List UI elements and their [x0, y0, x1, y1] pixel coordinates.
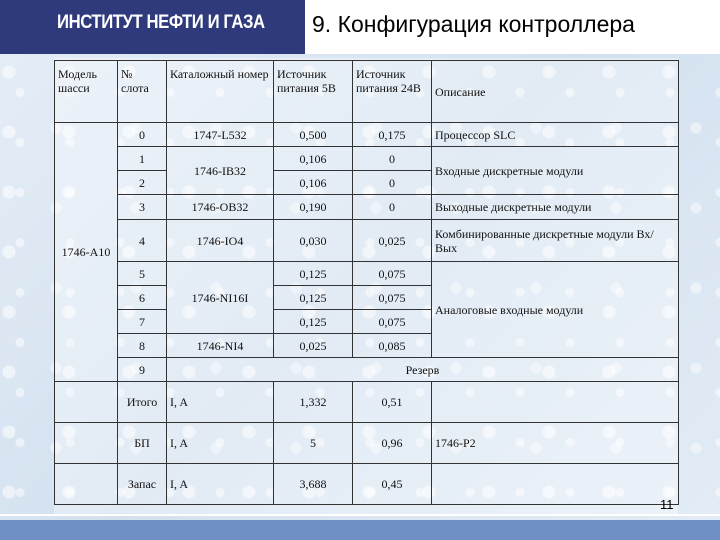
slot-cell: 1 [118, 147, 167, 171]
page-number: 11 [660, 497, 674, 512]
header-catalog: Каталожный номер [167, 61, 274, 123]
slot-cell: 7 [118, 310, 167, 334]
table-row [55, 195, 679, 220]
ps5-cell: 0,025 [274, 334, 353, 358]
slot-cell: 9 [118, 358, 167, 382]
totals-row [55, 382, 679, 423]
totals-ps5: 1,332 [274, 382, 353, 423]
ps24-cell: 0,075 [353, 262, 432, 286]
desc-cell: Процессор SLC [432, 123, 679, 147]
table-row [55, 220, 679, 262]
ps24-cell: 0,175 [353, 123, 432, 147]
ps5-cell: 0,125 [274, 262, 353, 286]
catalog-cell: 1747-L532 [167, 123, 274, 147]
totals-unit: I, A [167, 464, 274, 505]
reserve-cell: Резерв [167, 358, 679, 382]
header-ps24: Источник питания 24В [353, 61, 432, 123]
totals-desc [432, 464, 679, 505]
blank-cell [55, 423, 118, 464]
slide-header [0, 0, 720, 54]
table-header-row [55, 61, 679, 123]
ps24-cell: 0 [353, 171, 432, 195]
ps5-cell: 0,500 [274, 123, 353, 147]
model-cell: 1746-A10 [55, 123, 118, 382]
blank-cell [55, 382, 118, 423]
totals-ps24: 0,51 [353, 382, 432, 423]
totals-unit: I, A [167, 423, 274, 464]
totals-label: Запас [118, 464, 167, 505]
table-row [55, 123, 679, 147]
totals-label: БП [118, 423, 167, 464]
catalog-cell: 1746-OB32 [167, 195, 274, 220]
ps5-cell: 0,106 [274, 171, 353, 195]
controller-config-table [54, 60, 679, 505]
ps5-cell: 0,030 [274, 220, 353, 262]
desc-cell: Входные дискретные модули [432, 147, 679, 195]
header-desc: Описание [432, 61, 679, 123]
totals-row [55, 464, 679, 505]
ps24-cell: 0 [353, 195, 432, 220]
header-slot: № слота [118, 61, 167, 123]
slot-cell: 4 [118, 220, 167, 262]
institute-logo-text: ИНСТИТУТ НЕФТИ И ГАЗА [57, 12, 265, 33]
table-row [55, 147, 679, 171]
table-row [55, 358, 679, 382]
ps24-cell: 0 [353, 147, 432, 171]
slot-cell: 5 [118, 262, 167, 286]
slot-cell: 0 [118, 123, 167, 147]
table-row [55, 262, 679, 286]
header-ps5: Источник питания 5В [274, 61, 353, 123]
totals-ps24: 0,45 [353, 464, 432, 505]
slot-cell: 6 [118, 286, 167, 310]
ps24-cell: 0,025 [353, 220, 432, 262]
slot-cell: 2 [118, 171, 167, 195]
ps24-cell: 0,075 [353, 286, 432, 310]
institute-logo-band [0, 0, 305, 54]
footer-bar [0, 520, 720, 540]
desc-cell: Аналоговые входные модули [432, 262, 679, 358]
totals-ps5: 5 [274, 423, 353, 464]
slot-cell: 8 [118, 334, 167, 358]
totals-label: Итого [118, 382, 167, 423]
catalog-cell: 1746-IO4 [167, 220, 274, 262]
catalog-cell: 1746-IB32 [167, 147, 274, 195]
header-model: Модель шасси [55, 61, 118, 123]
ps5-cell: 0,106 [274, 147, 353, 171]
ps5-cell: 0,125 [274, 286, 353, 310]
desc-cell: Выходные дискретные модули [432, 195, 679, 220]
slot-cell: 3 [118, 195, 167, 220]
totals-desc [432, 382, 679, 423]
desc-cell: Комбинированные дискретные модули Вх/Вых [432, 220, 679, 262]
blank-cell [55, 464, 118, 505]
catalog-cell: 1746-NI16I [167, 262, 274, 334]
catalog-cell: 1746-NI4 [167, 334, 274, 358]
ps24-cell: 0,075 [353, 310, 432, 334]
totals-ps24: 0,96 [353, 423, 432, 464]
slide-title: 9. Конфигурация контроллера [312, 11, 635, 37]
totals-desc: 1746-P2 [432, 423, 679, 464]
ps5-cell: 0,125 [274, 310, 353, 334]
footer-divider [0, 514, 720, 516]
totals-unit: I, A [167, 382, 274, 423]
totals-ps5: 3,688 [274, 464, 353, 505]
totals-row [55, 423, 679, 464]
ps5-cell: 0,190 [274, 195, 353, 220]
ps24-cell: 0,085 [353, 334, 432, 358]
